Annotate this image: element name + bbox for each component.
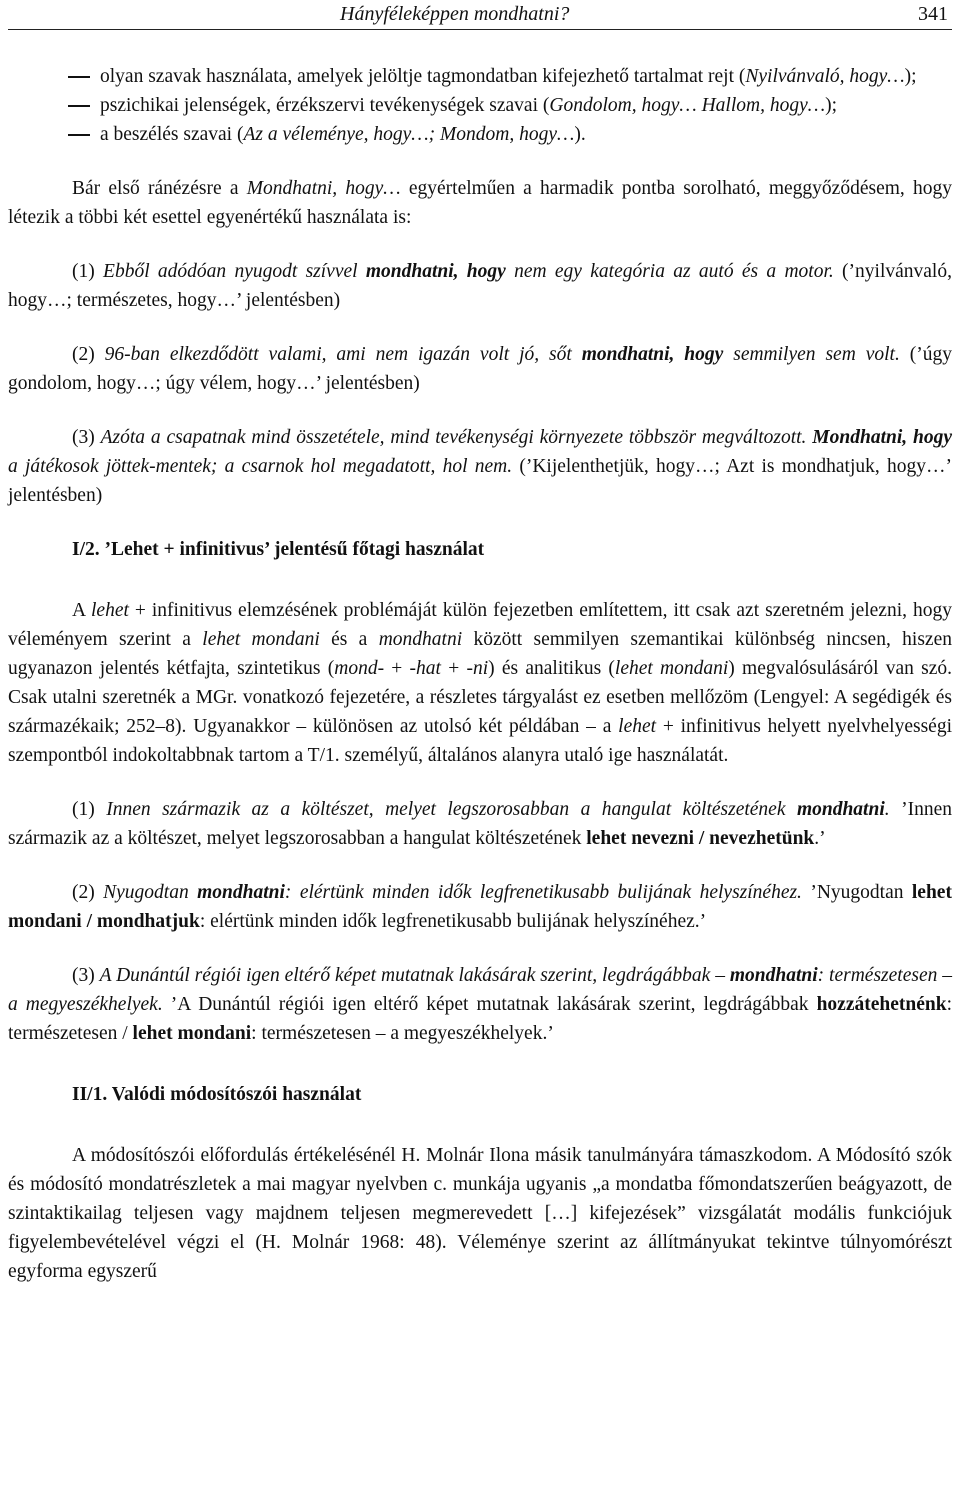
italic-run: semmilyen sem volt.: [723, 344, 900, 365]
italic-run: Gondolom, hogy… Hallom, hogy…: [549, 95, 826, 116]
paragraph: [8, 174, 952, 232]
text-run: : természetesen – a megyeszékhelyek.’: [251, 1023, 554, 1044]
text-run: Bár első ránézésre a: [72, 178, 247, 199]
text-run: (’nyilvánvaló, hogy…; természetes, hogy…’ jelentésben): [8, 261, 952, 311]
bold-italic-wrapper: [730, 965, 818, 986]
italic-run: : természetesen – a megyeszékhelyek.: [8, 965, 952, 1015]
text-run: I/2. ’Lehet + infinitivus’ jelentésű főtagi használat: [72, 539, 485, 560]
text-run: A: [72, 600, 91, 621]
list-item: [8, 120, 952, 149]
italic-run: Innen származik az a költészet, melyet legszorosabban a hangulat költészetének: [106, 799, 797, 820]
text-run: ) és analitikus (: [488, 658, 615, 679]
text-run: : elértünk minden idők legfrenetikusabb bulijának helyszínéhez.’: [199, 911, 707, 932]
text-run: (’Kijelenthetjük, hogy…; Azt is mondhatjuk, hogy…’ jelentésben): [8, 456, 952, 506]
text-run: ’Nyugodtan: [801, 882, 912, 903]
dash-bullet-icon: [68, 76, 90, 78]
paragraph: [8, 1141, 952, 1286]
italic-run: Ebből adódóan nyugodt szívvel: [103, 261, 366, 282]
italic-run: 96-ban elkezdődött valami, ami nem igazán volt jó, sőt: [104, 344, 582, 365]
italic-run: a játékosok jöttek-mentek; a csarnok hol megadatott, hol nem.: [8, 456, 513, 477]
text-run: (2): [72, 882, 104, 903]
italic-run: -hat: [409, 658, 441, 679]
text-run: olyan szavak használata, amelyek jelöltje tagmondatban kifejezhető tartalmat rejt (: [100, 66, 746, 87]
italic-run: A Dunántúl régiói igen eltérő képet mutatnak lakásárak szerint, legdrágábbak –: [99, 965, 730, 986]
bold-run: lehet mondani: [132, 1023, 252, 1044]
list-item: [8, 91, 952, 120]
bold-run: lehet nevezni / nevezhetünk: [586, 828, 815, 849]
italic-run: Azóta a csapatnak mind összetétele, mind tevékenységi környezete többször megváltozott.: [100, 427, 813, 448]
section-heading: [8, 1080, 952, 1109]
italic-run: lehet: [618, 716, 657, 737]
text-run: ) megvalósulásáról van szó. Csak utalni szeretnék a MGr. vonatkozó fejezetére, a részletes tárgyalást ez esetben mellőzöm (Lengyel: A segédigék és származékaik; 252–8). Ugyanakkor – különösen az utolsó két példában – a: [8, 658, 952, 737]
italic-run: Mondhatni, hogy…: [246, 178, 401, 199]
text-run: ).: [574, 124, 586, 145]
text-run: .’: [814, 828, 826, 849]
text-run: (2): [72, 344, 105, 365]
text-run: között semmilyen szemantikai különbség nincsen, hiszen ugyanazon jelentés kétfajta, szintetikus (: [8, 629, 952, 679]
section-heading: [8, 535, 952, 564]
text-run: +: [384, 658, 410, 679]
text-run: +: [440, 658, 467, 679]
text-run: (’úgy gondolom, hogy…; úgy vélem, hogy…’ jelentésben): [8, 344, 952, 394]
paragraph: [8, 340, 952, 398]
italic-run: Nyilvánvaló, hogy…: [745, 66, 905, 87]
text-run: ’A Dunántúl régiói igen eltérő képet mutatnak lakásárak szerint, legdrágábbak: [162, 994, 817, 1015]
paragraph: [8, 596, 952, 770]
bold-italic-wrapper: [797, 799, 885, 820]
text-run: + infinitivus helyett nyelvhelyességi szempontból indokoltabbnak tartom a T/1. személyű, általános alanyra utaló ige használatát.: [8, 716, 952, 766]
italic-run: : elértünk minden idők legfrenetikusabb bulijának helyszínéhez.: [284, 882, 802, 903]
italic-run: Az a véleménye, hogy…; Mondom, hogy…: [243, 124, 575, 145]
text-run: );: [825, 95, 837, 116]
bold-italic-run: mondhatni: [197, 882, 285, 903]
document-body: [8, 62, 952, 1286]
dash-bullet-icon: [68, 134, 90, 136]
text-run: (1): [72, 799, 107, 820]
bold-run: lehet mondani / mondhatjuk: [8, 882, 952, 932]
text-run: pszichikai jelenségek, érzékszervi tevékenységek szavai (: [100, 95, 550, 116]
text-run: + infinitivus elemzésének problémáját külön fejezetben említettem, itt csak azt szeretném jelezni, hogy véleményem szerint a: [8, 600, 952, 650]
italic-run: lehet mondani: [202, 629, 320, 650]
bold-italic-wrapper: [197, 882, 285, 903]
bold-italic-wrapper: [812, 427, 952, 448]
paragraph: [8, 795, 952, 853]
text-run: : természetesen /: [8, 994, 952, 1044]
bold-italic-run: mondhatni, hogy: [365, 261, 506, 282]
italic-run: mond-: [334, 658, 385, 679]
text-run: (3): [72, 965, 100, 986]
paragraph: [8, 878, 952, 936]
bold-run: hozzátehetnénk: [816, 994, 947, 1015]
list-item: [8, 62, 952, 91]
italic-run: lehet: [91, 600, 129, 621]
bold-italic-wrapper: [366, 261, 506, 282]
text-run: A módosítószói előfordulás értékelésénél H. Molnár Ilona másik tanulmányára támaszkodom. A Módosító szók és módosító mondatrészletek a mai magyar nyelvben c. munkája ugyanis „a mondatba főmondatszerűen beágyazott, de szintaktikailag teljesen vagy majdnem teljesen megmerevedett […] kifejezések” vizsgálatát modális funkciójuk figyelembevételével végzi el (H. Molnár 1968: 48). Véleménye szerint az állítmányukat tekintve túlnyomórészt egyforma egyszerű: [8, 1145, 952, 1282]
paragraph: [8, 257, 952, 315]
text-run: );: [904, 66, 917, 87]
bold-italic-run: mondhatni, hogy: [581, 344, 724, 365]
italic-run: mondhatni: [378, 629, 463, 650]
paragraphs: [8, 174, 952, 1286]
text-run: ’Innen származik az a költészet, melyet legszorosabban a hangulat költészetének: [8, 799, 952, 849]
text-run: (1): [72, 261, 104, 282]
italic-run: .: [884, 799, 890, 820]
paragraph: [8, 961, 952, 1048]
italic-run: nem egy kategória az autó és a motor.: [505, 261, 834, 282]
dash-bullet-icon: [68, 105, 90, 107]
italic-run: lehet mondani: [614, 658, 729, 679]
running-header: [8, 3, 952, 30]
bold-italic-wrapper: [582, 344, 724, 365]
text-run: a beszélés szavai (: [100, 124, 244, 145]
text-run: egyértelműen a harmadik pontba sorolható, meggyőződésem, hogy létezik a többi két esettel egyenértékű használata is:: [8, 178, 952, 228]
text-run: II/1. Valódi módosítószói használat: [72, 1084, 362, 1105]
bold-italic-run: mondhatni: [729, 965, 818, 986]
running-title: Hányféleképpen mondhatni?: [340, 3, 570, 25]
text-run: és a: [319, 629, 379, 650]
paragraph: [8, 423, 952, 510]
bold-italic-run: mondhatni: [796, 799, 885, 820]
bold-italic-run: Mondhatni, hogy: [812, 427, 952, 448]
italic-run: -ni: [466, 658, 489, 679]
page-number: 341: [918, 3, 948, 25]
italic-run: Nyugodtan: [103, 882, 198, 903]
dash-list: [8, 62, 952, 149]
text-run: (3): [72, 427, 101, 448]
